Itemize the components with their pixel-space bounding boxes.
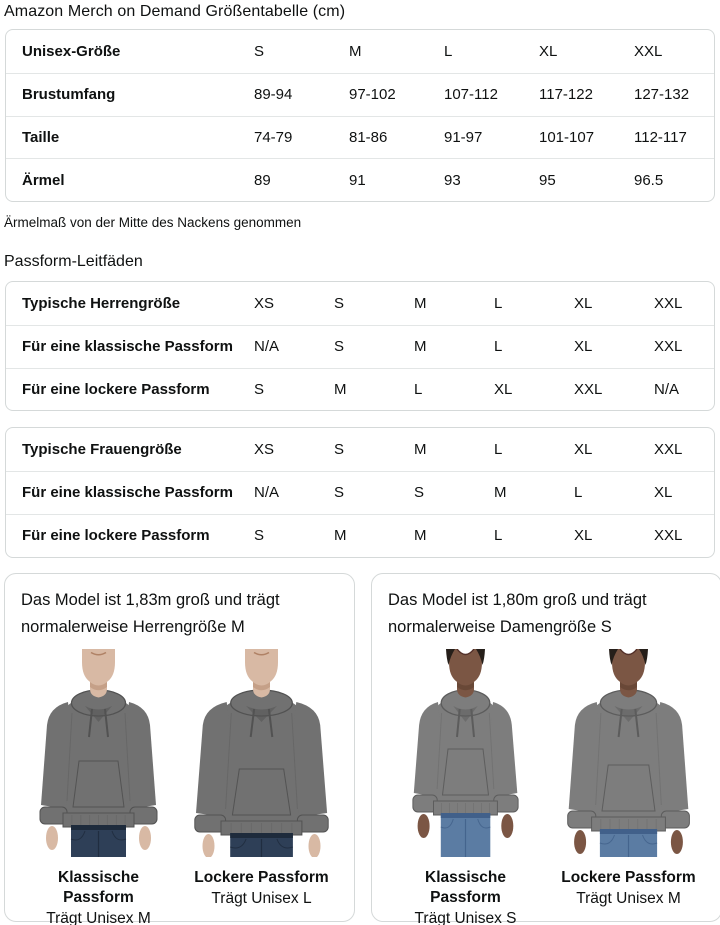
size-cell: L [494, 294, 503, 312]
size-cell: 91 [349, 171, 366, 189]
size-cell: 74-79 [254, 128, 293, 146]
fit-column-classic [388, 649, 543, 925]
size-cell: L [494, 338, 503, 356]
size-cell: XXL [634, 42, 663, 60]
row-label: Typische Herrengröße [22, 294, 181, 312]
table-row [6, 325, 714, 368]
size-cell: 89 [254, 171, 271, 189]
row-label: Taille [22, 128, 60, 146]
size-cell: XXL [654, 441, 683, 459]
fit-size-caption: Trägt Unisex S [414, 909, 517, 925]
fit-guides-heading: Passform-Leitfäden [4, 253, 143, 270]
size-cell: N/A [254, 484, 280, 502]
size-cell: S [334, 294, 345, 312]
size-cell: S [334, 441, 345, 459]
model-photo-classic [388, 649, 543, 857]
table-row [6, 73, 714, 116]
size-cell: M [494, 484, 507, 502]
model-card-female [371, 573, 720, 925]
size-cell: M [349, 42, 362, 60]
fit-table-womens [5, 427, 715, 557]
fit-name-caption: Lockere Passform [561, 868, 696, 886]
size-cell: XXL [654, 338, 683, 356]
fit-photos-row [388, 649, 706, 925]
table-row [6, 116, 714, 159]
fit-table-mens [5, 281, 715, 411]
size-cell: S [254, 42, 265, 60]
size-cell: L [444, 42, 453, 60]
size-cell: 93 [444, 171, 461, 189]
fit-size-caption: Trägt Unisex M [576, 889, 681, 907]
table-row [6, 471, 714, 514]
table-row [6, 282, 714, 325]
size-cell: S [334, 338, 345, 356]
fit-column-classic [21, 649, 176, 925]
row-label: Ärmel [22, 171, 65, 189]
size-cell: 101-107 [539, 128, 595, 146]
size-cell: 112-117 [634, 128, 687, 146]
size-cell: 107-112 [444, 86, 498, 104]
row-label: Für eine lockere Passform [22, 380, 210, 398]
table-header-row [6, 30, 714, 73]
size-cell: L [494, 527, 503, 545]
size-cell: XL [574, 338, 593, 356]
size-cell: 95 [539, 171, 556, 189]
size-cell: 81-86 [349, 128, 388, 146]
size-cell: XXL [574, 380, 603, 398]
size-cell: 89-94 [254, 86, 293, 104]
fit-name-caption: Klassische Passform [58, 868, 139, 906]
table-row [6, 158, 714, 201]
model-description: Das Model ist 1,83m groß und trägt normalerweise Herrengröße M [21, 590, 280, 636]
size-cell: XXL [654, 527, 683, 545]
page-title: Amazon Merch on Demand Größentabelle (cm) [4, 3, 346, 20]
fit-name-caption: Klassische Passform [425, 868, 506, 906]
row-label: Für eine lockere Passform [22, 527, 210, 545]
model-description: Das Model ist 1,80m groß und trägt normalerweise Damengröße S [388, 590, 647, 636]
size-cell: L [494, 441, 503, 459]
size-cell: XL [574, 441, 593, 459]
size-cell: 91-97 [444, 128, 483, 146]
size-cell: XL [654, 484, 673, 502]
size-cell: M [414, 441, 427, 459]
size-cell: M [414, 294, 427, 312]
size-cell: S [334, 484, 345, 502]
sleeve-measure-note: Ärmelmaß von der Mitte des Nackens genommen [4, 215, 302, 230]
fit-photos-row [21, 649, 339, 925]
model-cards [4, 573, 716, 925]
table-row [6, 514, 714, 557]
fit-column-loose [184, 649, 339, 925]
row-label: Unisex-Größe [22, 42, 121, 60]
unisex-size-table [5, 29, 715, 202]
row-label: Typische Frauengröße [22, 441, 182, 459]
size-cell: S [254, 380, 265, 398]
size-cell: L [574, 484, 583, 502]
table-row [6, 368, 714, 411]
table-row [6, 428, 714, 471]
size-cell: 97-102 [349, 86, 396, 104]
size-cell: 96.5 [634, 171, 664, 189]
row-label: Für eine klassische Passform [22, 484, 233, 502]
fit-size-caption: Trägt Unisex L [211, 889, 312, 907]
size-cell: XL [574, 527, 593, 545]
size-cell: M [334, 380, 347, 398]
size-cell: XL [574, 294, 593, 312]
size-cell: 127-132 [634, 86, 690, 104]
fit-size-caption: Trägt Unisex M [46, 909, 151, 925]
model-photo-loose [184, 649, 339, 857]
model-card-male [4, 573, 355, 925]
size-cell: M [334, 527, 347, 545]
fit-name-caption: Lockere Passform [194, 868, 329, 886]
row-label: Brustumfang [22, 86, 116, 104]
size-cell: XS [254, 294, 275, 312]
row-label: Für eine klassische Passform [22, 338, 233, 356]
size-cell: M [414, 338, 427, 356]
size-cell: XS [254, 441, 275, 459]
size-cell: 117-122 [539, 86, 593, 104]
size-cell: XL [494, 380, 513, 398]
size-cell: XL [539, 42, 558, 60]
size-cell: S [414, 484, 425, 502]
fit-column-loose [551, 649, 706, 925]
size-cell: L [414, 380, 423, 398]
size-cell: N/A [654, 380, 680, 398]
size-cell: M [414, 527, 427, 545]
size-cell: N/A [254, 338, 280, 356]
size-cell: XXL [654, 294, 683, 312]
model-photo-loose [551, 649, 706, 857]
model-photo-classic [21, 649, 176, 857]
size-cell: S [254, 527, 265, 545]
